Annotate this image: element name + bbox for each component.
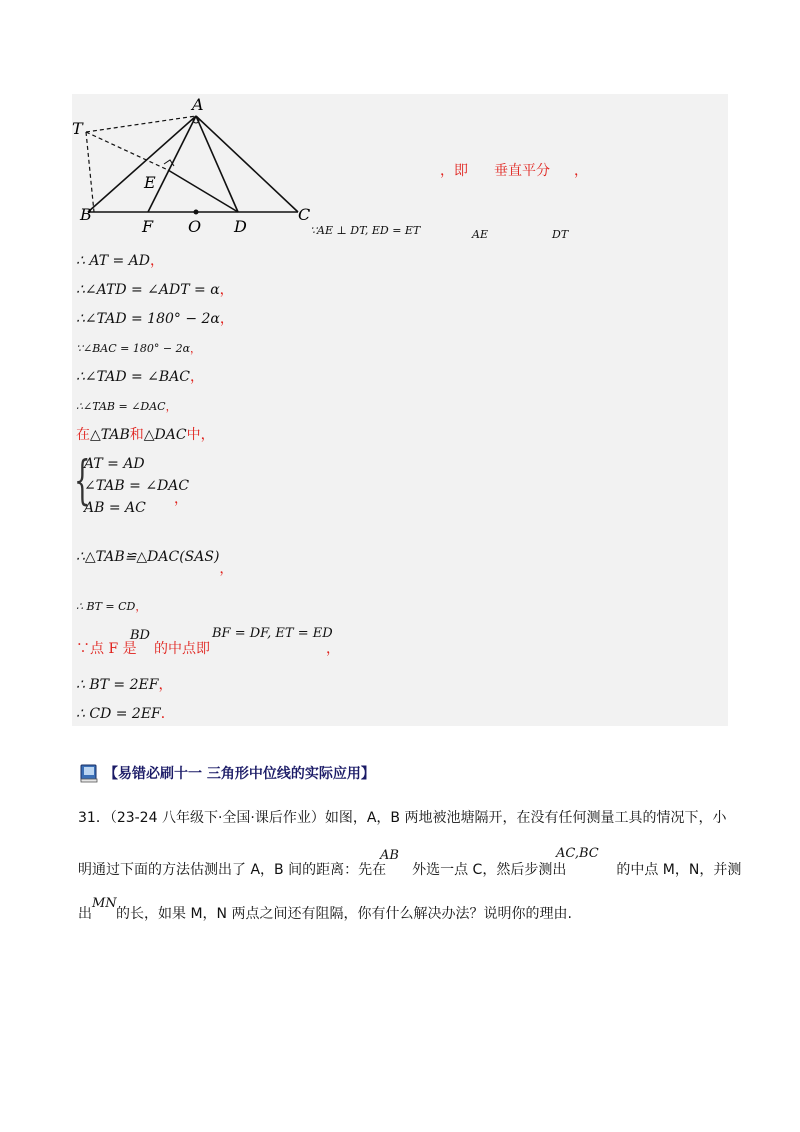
point-O bbox=[194, 210, 199, 215]
step-5: ∴∠TAD = ∠BAC， bbox=[76, 369, 205, 385]
right-angle-mark bbox=[164, 160, 174, 166]
segment-AC bbox=[196, 116, 298, 212]
system-line-3: AB = AC bbox=[84, 500, 146, 516]
midpoint-line: ∵点 F 是 bbox=[76, 641, 137, 657]
floating-ae: AE bbox=[472, 228, 488, 241]
cd-ef-line: ∴ CD = 2EF． bbox=[76, 706, 175, 722]
step-3: ∴∠TAD = 180° − 2α， bbox=[76, 311, 234, 327]
note-comma: ， bbox=[574, 163, 588, 179]
step-6: ∴∠TAB = ∠DAC， bbox=[76, 400, 177, 413]
label-C: C bbox=[298, 205, 311, 224]
in-triangles-line: 在△TAB和△DAC中， bbox=[76, 427, 215, 443]
label-T: T bbox=[72, 119, 83, 138]
note-chuizhi: 垂直平分 bbox=[494, 163, 550, 179]
because-line: ∵AE ⊥ DT, ED = ET bbox=[310, 224, 421, 237]
segment-AF bbox=[148, 116, 196, 212]
system-tail: ， bbox=[174, 491, 188, 507]
step-2: ∴∠ATD = ∠ADT = α， bbox=[76, 282, 234, 298]
problem-line-2: 明通过下面的方法估测出了 A，B 间的距离：先在 外选一点 C，然后步测出 的中点 M，N，并测 bbox=[78, 862, 742, 878]
label-B: B bbox=[80, 205, 92, 224]
label-O: O bbox=[188, 217, 202, 234]
book-icon bbox=[78, 762, 100, 784]
label-F: F bbox=[142, 217, 154, 234]
midpoint-tail: ， bbox=[326, 641, 340, 657]
system-line-2: ∠TAB = ∠DAC bbox=[84, 478, 190, 494]
segment-TB bbox=[86, 132, 94, 212]
midpoint-eq: BF = DF, ET = ED bbox=[212, 626, 333, 641]
sup-mn: MN bbox=[92, 896, 117, 911]
congruent-line: ∴△TAB≌△DAC(SAS)， bbox=[76, 549, 234, 577]
note-ji: ，即 bbox=[440, 163, 468, 179]
section-title: 【易错必刷十一 三角形中位线的实际应用】 bbox=[104, 766, 375, 782]
segment-BA bbox=[88, 116, 196, 212]
segment-AD bbox=[196, 116, 238, 212]
floating-dt: DT bbox=[552, 228, 569, 241]
label-D: D bbox=[234, 217, 247, 234]
label-E: E bbox=[144, 173, 156, 192]
step-1: ∴ AT = AD， bbox=[76, 253, 165, 269]
system-line-1: AT = AD bbox=[84, 456, 145, 472]
problem-line-1: 31．（23-24 八年级下·全国·课后作业）如图，A，B 两地被池塘隔开，在没有任何测量工具的情况下，小 bbox=[78, 810, 727, 826]
segment-ED bbox=[168, 170, 238, 212]
system-brace: { bbox=[74, 451, 91, 511]
bt-ef-line: ∴ BT = 2EF， bbox=[76, 677, 173, 693]
triangle-figure bbox=[72, 94, 332, 234]
midpoint-mid: 的中点即 bbox=[154, 641, 210, 657]
label-A: A bbox=[192, 95, 204, 114]
sup-acbc: AC,BC bbox=[556, 846, 599, 861]
section-header bbox=[78, 760, 375, 786]
problem-line-3: 出 的长，如果 M，N 两点之间还有阻隔，你有什么解决办法？说明你的理由. bbox=[78, 906, 572, 922]
sup-ab: AB bbox=[380, 848, 399, 863]
step-4: ∵∠BAC = 180° − 2α， bbox=[76, 342, 202, 355]
bt-cd-line: ∴ BT = CD， bbox=[76, 600, 147, 613]
midpoint-bd: BD bbox=[130, 628, 150, 643]
